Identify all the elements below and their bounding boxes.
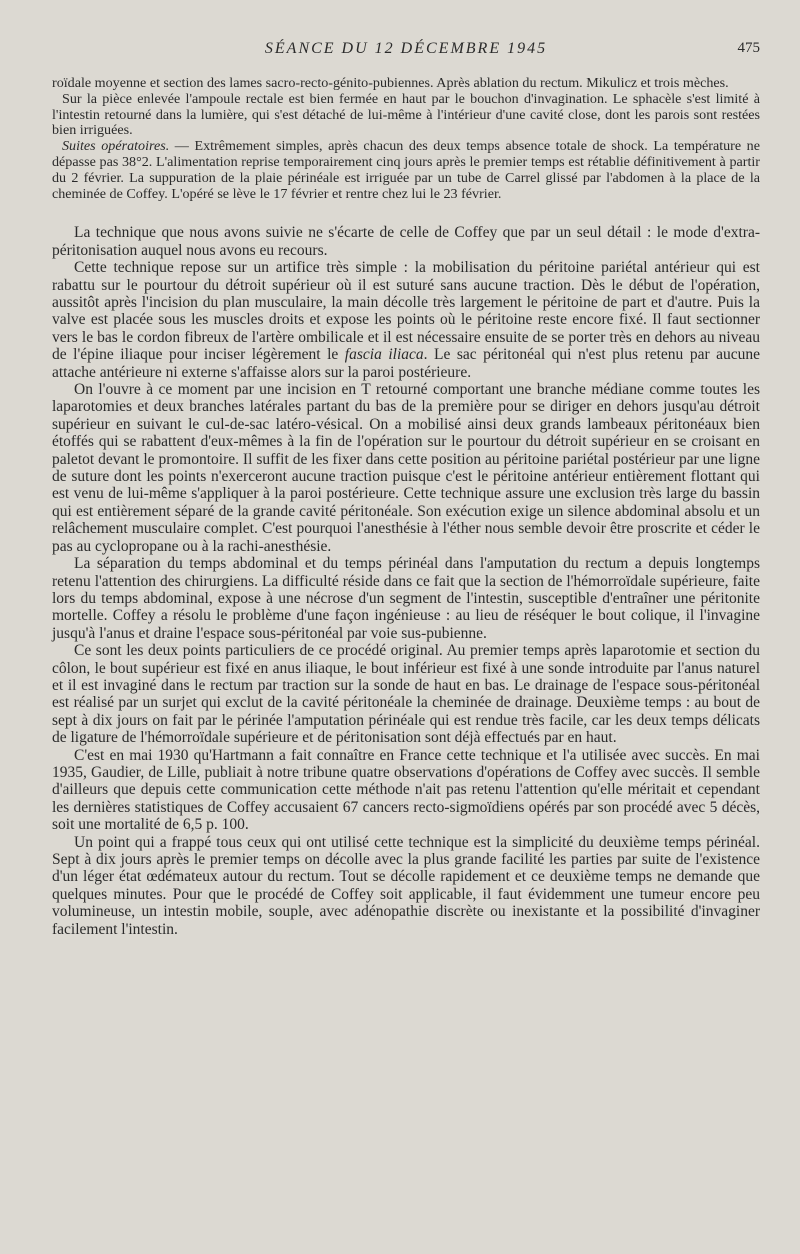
- paragraph: Sur la pièce enlevée l'ampoule rectale est bien fermée en haut par le bouchon d'invagination. Le sphacèle s'est limité à l'intestin retourné dans la lumière, qui s'est détaché de lui-même à l'intérieur d'une cavité close, dont les parois sont restées bien irriguées.: [52, 90, 760, 139]
- paragraph: La séparation du temps abdominal et du temps périnéal dans l'amputation du rectum a depuis longtemps retenu l'attention des chirurgiens. La difficulté réside dans ce fait que la section de l'hémorroïdale supérieure, faite lors du temps abdominal, expose à une nécrose d'un segment de l'intestin, susceptible d'entraîner une péritonite mortelle. Coffey a résolu le problème d'une façon ingénieuse : au lieu de réséquer le bout colique, il l'invagine jusqu'à l'anus et draine l'espace sous-péritonéal par voie sus-pubienne.: [52, 555, 760, 642]
- paragraph: La technique que nous avons suivie ne s'écarte de celle de Coffey que par un seul détail : le mode d'extra-péritonisation auquel nous avons eu recours.: [52, 224, 760, 259]
- italic-term: fascia iliaca: [344, 346, 424, 364]
- discussion-block: [52, 224, 760, 938]
- case-report-block: [52, 76, 760, 202]
- page-number: 475: [737, 40, 760, 56]
- paragraph: C'est en mai 1930 qu'Hartmann a fait connaître en France cette technique et l'a utilisée avec succès. En mai 1935, Gaudier, de Lille, publiait à notre tribune quatre observations d'opérations de Coffey avec succès. Il semble d'ailleurs que depuis cette communication cette méthode n'ait pas retenu l'attention qu'elle méritait et cependant les dernières statistiques de Coffey accusaient 67 cancers recto-sigmoïdiens opérés par son procédé avec 5 décès, soit une mortalité de 6,5 p. 100.: [52, 746, 760, 834]
- paragraph-suites: [52, 139, 760, 202]
- paragraph-text: Cette technique repose sur un artifice très simple : la mobilisation du péritoine pariétal antérieur qui est rabattu sur le pourtour du détroit supérieur où il est suturé sans aucune traction. Dès le début de l'opération, aussitôt après l'incision du plan musculaire, la main décolle très largement le péritoine de part et d'autre. Puis la valve est placée sous les muscles droits et expose les points où le péritoine reste encore fixé. Il faut sectionner vers le bas le cordon fibreux de l'artère ombilicale et il est nécessaire ensuite de se porter très en dehors au niveau de l'épine iliaque pour inciser légèrement le: [52, 259, 760, 364]
- paragraph: [52, 259, 760, 381]
- paragraph-text: . Le sac péritonéal qui n'est plus retenu par aucune attache antérieure ni externe s'affaisse alors sur la paroi postérieure.: [52, 346, 761, 381]
- running-title: SÉANCE DU 12 DÉCEMBRE 1945: [264, 40, 548, 57]
- paragraph: On l'ouvre à ce moment par une incision en T retourné comportant une branche médiane comme toutes les laparotomies et deux branches latérales partant du bas de la première pour se diriger en dehors jusqu'au détroit supérieur en suivant le cul-de-sac latéro-vésical. On a mobilisé ainsi deux grands lambeaux péritonéaux bien étoffés qui se rabattent d'eux-mêmes à la fin de l'opération sur le pourtour du détroit supérieur en se croisant en paletot devant le promontoire. Il suffit de les fixer dans cette position au péritoine pariétal postérieur par une ligne de suture dont les points n'exerceront aucune traction puisque c'est le péritoine antérieur entièrement flottant qui est venu de lui-même s'appliquer à la paroi postérieure. Cette technique assure une exclusion très large du bassin qui est entièrement séparé de la grande cavité péritonéale. Son exécution exige un silence abdominal absolu et un relâchement musculaire complet. C'est pourquoi l'anesthésie à l'éther nous semble devoir être proscrite et céder le pas au cyclopropane ou à la rachi-anesthésie.: [52, 381, 760, 555]
- suites-text: — Extrêmement simples, après chacun des deux temps absence totale de shock. La température ne dépasse pas 38°2. L'alimentation reprise temporairement cinq jours après le premier temps est rétablie définitivement à partir du 2 février. La suppuration de la plaie périnéale est irriguée par un tube de Carrel glissé par l'abdomen à la place de la cheminée de Coffey. L'opéré se lève le 17 février et rentre chez lui le 23 février.: [52, 138, 760, 202]
- page-header: [52, 40, 760, 66]
- paragraph: Un point qui a frappé tous ceux qui ont utilisé cette technique est la simplicité du deuxième temps périnéal. Sept à dix jours après le premier temps on décolle avec la plus grande facilité les parties par suite de l'existence d'un léger état œdémateux autour du rectum. Tout se décolle rapidement et ce deuxième temps ne demande que quelques minutes. Pour que le procédé de Coffey soit applicable, il faut évidemment une tumeur encore peu volumineuse, un intestin mobile, souple, avec adénopathie discrète ou inexistante et la possibilité d'invaginer facilement l'intestin.: [52, 833, 760, 938]
- suites-label: Suites opératoires.: [62, 138, 170, 155]
- paragraph: roïdale moyenne et section des lames sacro-recto-génito-pubiennes. Après ablation du rectum. Mikulicz et trois mèches.: [52, 75, 729, 91]
- paragraph: Ce sont les deux points particuliers de ce procédé original. Au premier temps après laparotomie et section du côlon, le bout supérieur est fixé en anus iliaque, le bout inférieur est fixé à une sonde introduite par l'anus naturel et il est invaginé dans le rectum par traction sur la sonde de haut en bas. Le drainage de l'espace sous-péritonéal est réalisé par un surjet qui exclut de la cavité péritonéale la cheminée de drainage. Deuxième temps : au bout de sept à dix jours on fait par le périnée l'amputation périnéale qui est rendue très facile, car les deux temps délicats de ligature de l'hémorroïdale supérieure et de péritonisation sont déjà effectués par en haut.: [52, 642, 760, 747]
